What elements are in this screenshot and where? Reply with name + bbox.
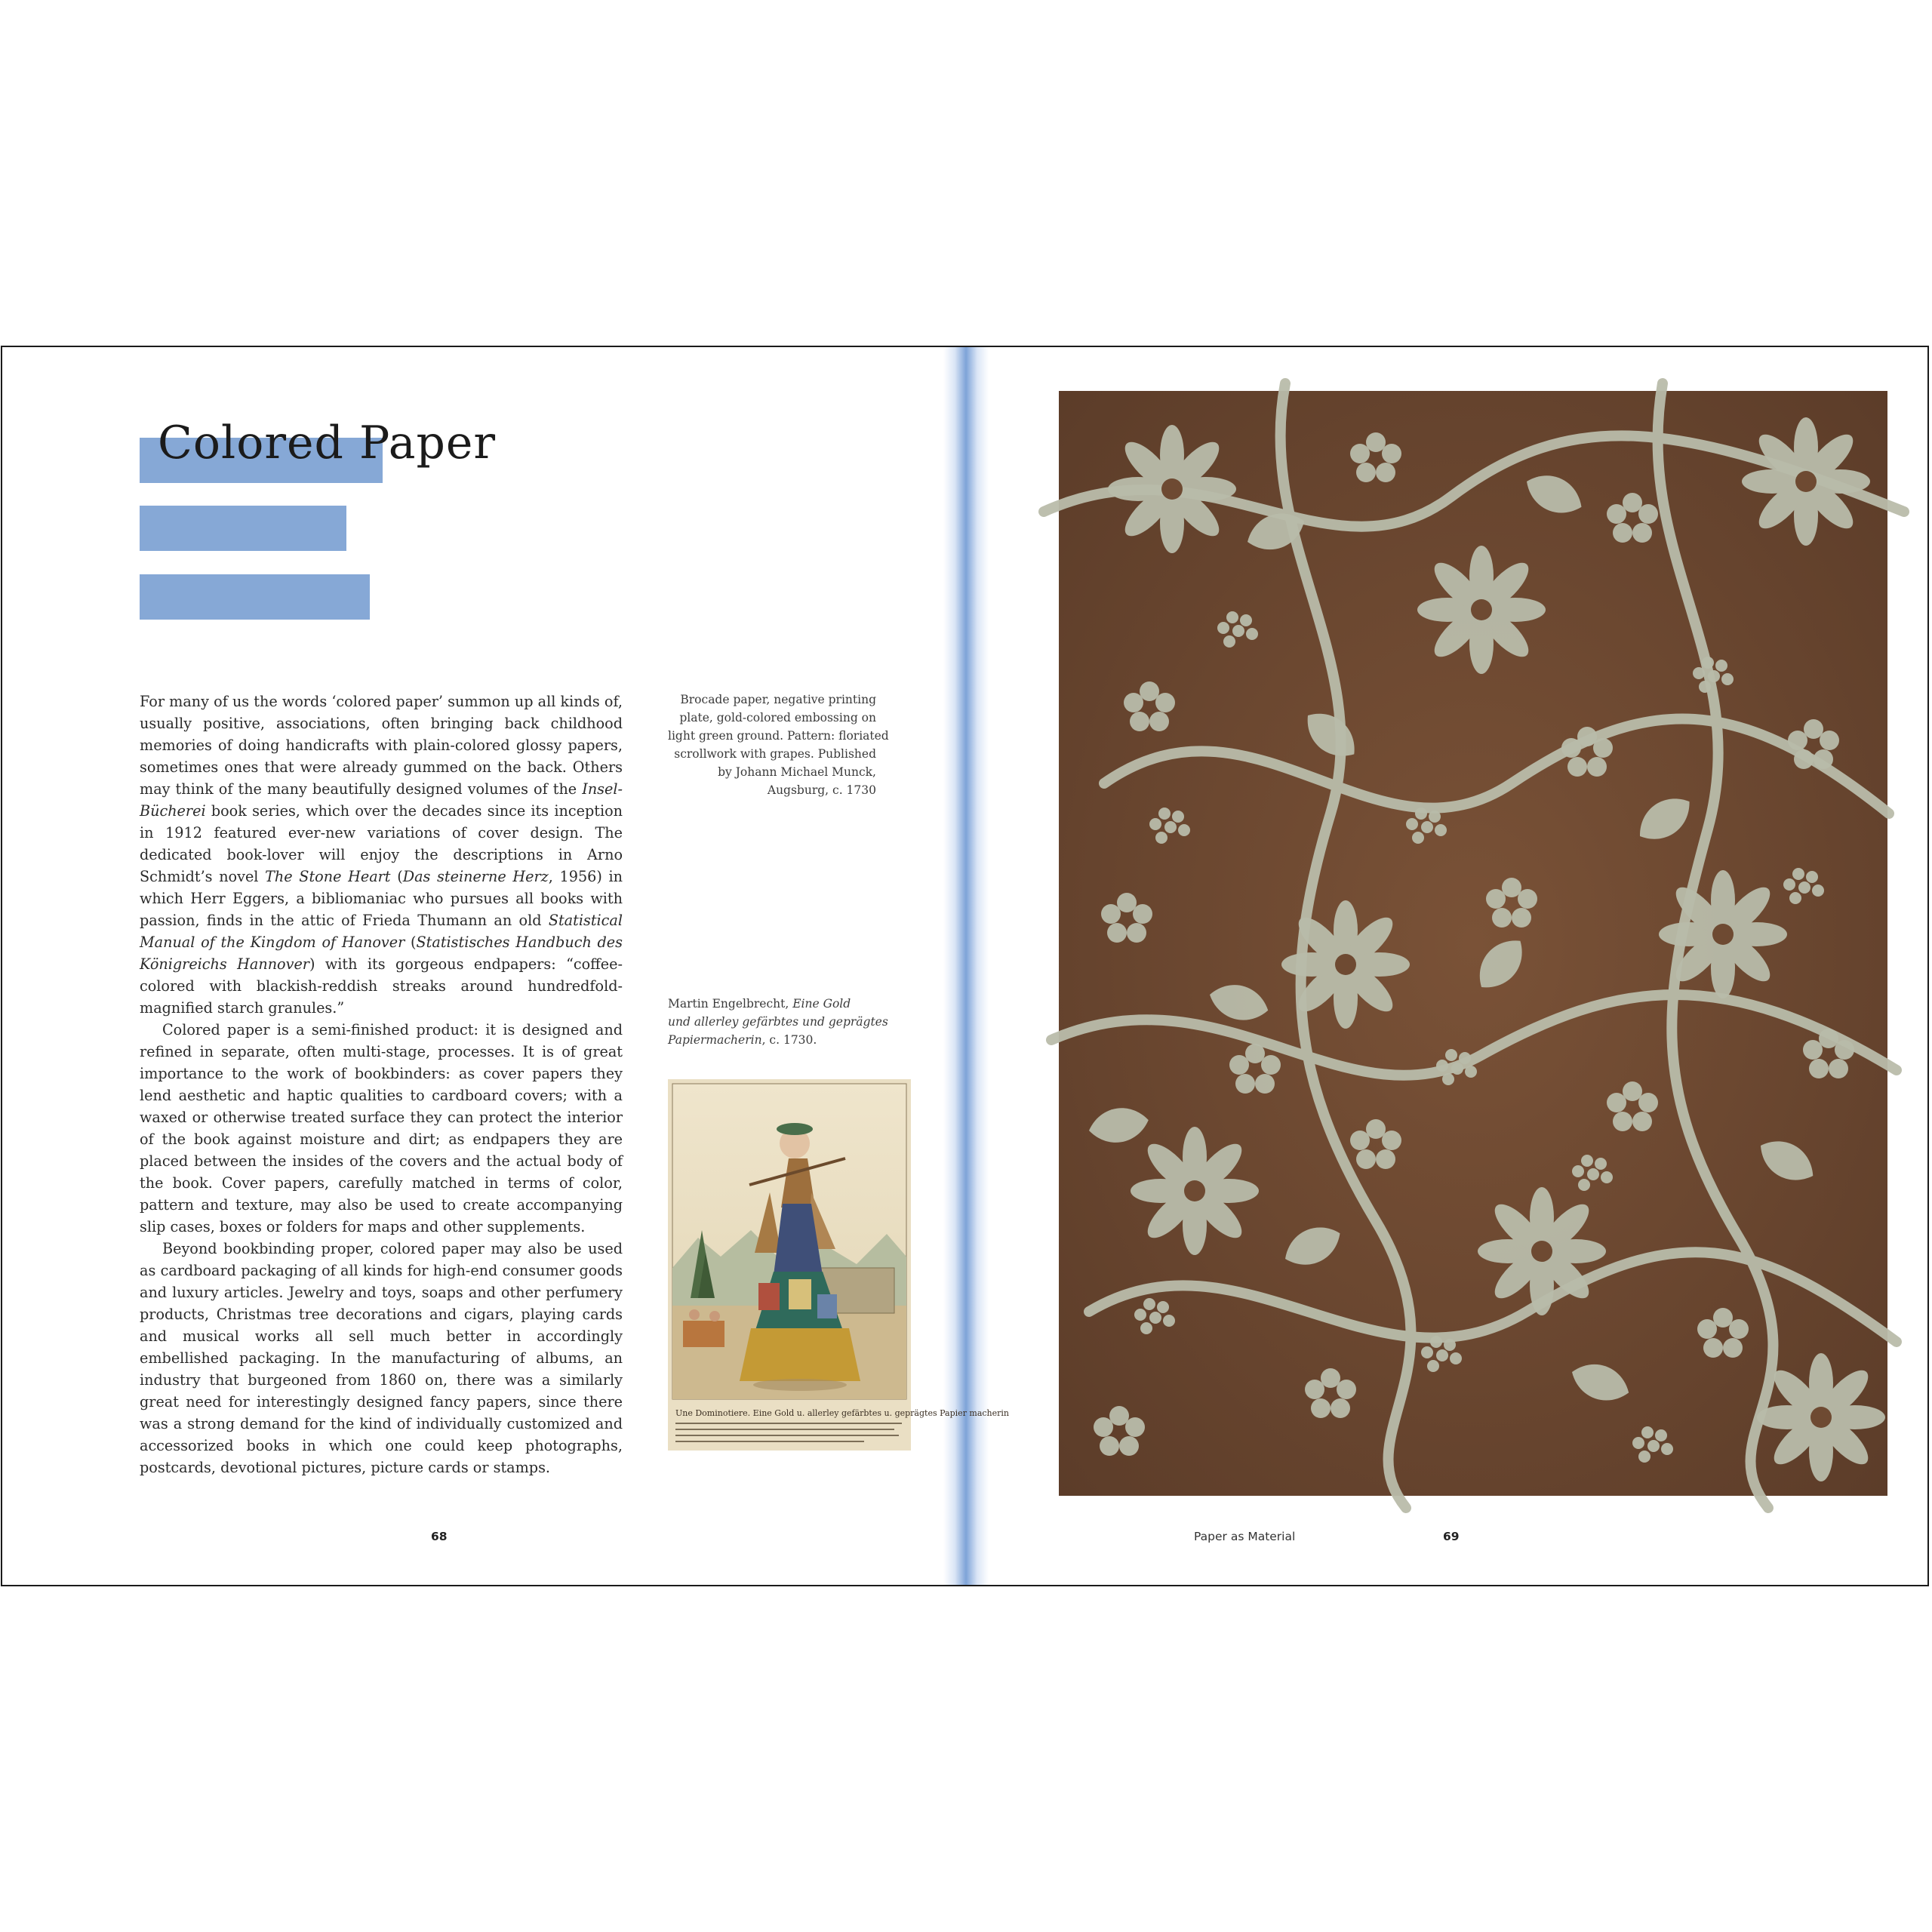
gutter-fold [943, 347, 989, 1585]
paragraph: Beyond bookbinding proper, colored paper may also be used as cardboard packaging of all kinds for high-end consumer goods and luxury articles. Jewelry and toys, soaps and other perfumery products, Christmas tree decorations and cigars, playing cards and musical works all sell much better in accordingly embellished packaging. In the manufacturing of albums, an industry that burgeoned from 1860 on, there was a similarly great need for interestingly designed fancy papers, since there was a strong demand for the kind of individually customized and accessorized books in which one could keep photographs, postcards, devotional pictures, picture cards or stamps. [140, 1240, 623, 1476]
caption-engraving: Martin Engelbrecht, Eine Gold und allerley gefärbtes und geprägtes Papiermacherin, c. 1730. [668, 997, 888, 1047]
page-number-right: 69 [1443, 1530, 1460, 1543]
highlight-bar [140, 506, 346, 551]
body-text [140, 691, 623, 1478]
book-spread [1, 346, 1929, 1586]
caption-brocade: Brocade paper, negative printing plate, gold-colored embossing on light green ground. Pattern: floriated scrollwork with grapes. Published by Johann Michael Munck, Augsburg, c. 1730 [668, 693, 889, 797]
paragraph: For many of us the words ‘colored paper’ summon up all kinds of, usually positive, associations, often bringing back childhood memories of doing handicrafts with plain-colored glossy papers, sometimes ones that were already gummed on the back. Others may think of the many beautifully designed volumes of the Insel-Bücherei book series, which over the decades since its inception in 1912 featured ever-new variations of cover design. The dedicated book-lover will enjoy the descriptions in Arno Schmidt’s novel The Stone Heart (Das steinerne Herz, 1956) in which Herr Eggers, a bibliomaniac who pursues all books with passion, finds in the attic of Frieda Thumann an old Statistical Manual of the Kingdom of Hanover (Statistisches Handbuch des Königreichs Hannover) with its gorgeous endpapers: “coffee-colored with blackish-reddish streaks around hundredfold-magnified starch granules.” [140, 693, 623, 1017]
paragraph: Colored paper is a semi-finished product: it is designed and refined in separate, often multi-stage, processes. It is of great importance to the work of bookbinders: as cover papers they lend aesthetic and haptic qualities to cardboard covers; with a waxed or otherwise treated surface they can protect the interior of the book against moisture and dirt; as endpapers they are placed between the insides of the covers and the actual body of the book. Cover papers, carefully matched in terms of color, pattern and texture, may also be used to create accompanying slip cases, boxes or folders for maps and other supplements. [140, 1021, 623, 1235]
brocade-paper-image [1059, 391, 1887, 1496]
engraving-image [668, 1079, 1009, 1451]
page-title: Colored Paper [158, 417, 497, 469]
highlight-bar [140, 574, 370, 620]
engraving-inscription: Une Dominotiere. Eine Gold u. allerley gefärbtes u. geprägtes Papier macherin [675, 1408, 1009, 1418]
page-number-left: 68 [431, 1530, 448, 1543]
running-head: Paper as Material [1194, 1530, 1296, 1543]
